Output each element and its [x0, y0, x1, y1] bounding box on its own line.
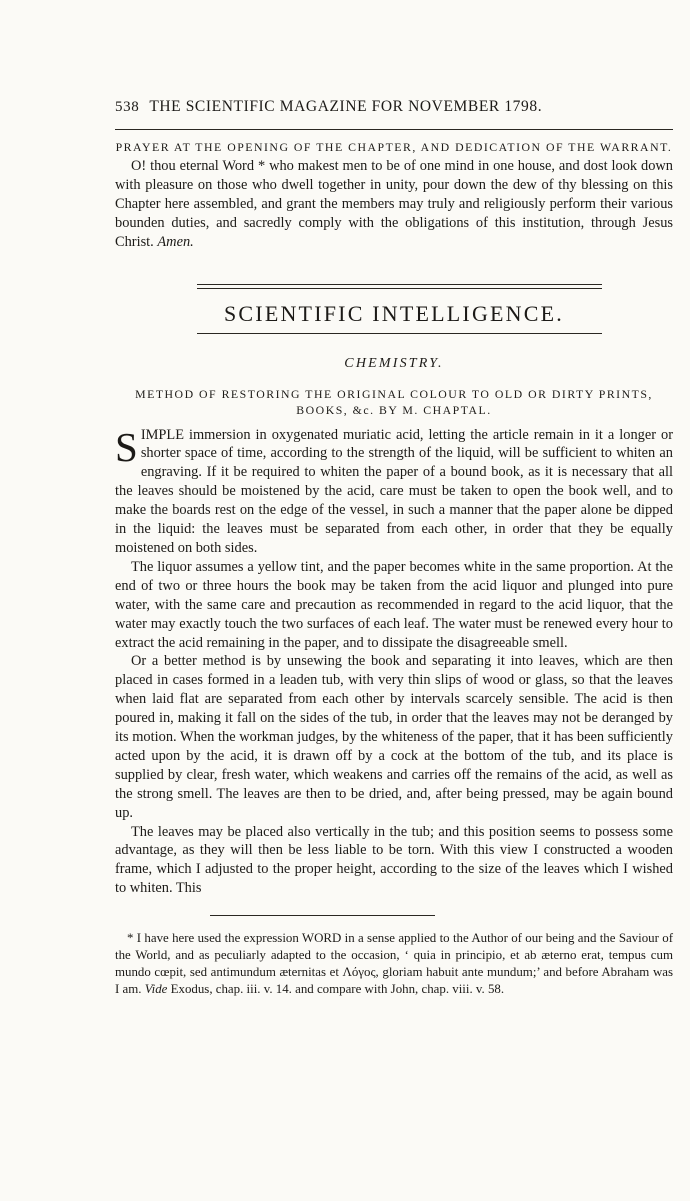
article-heading: METHOD OF RESTORING THE ORIGINAL COLOUR TO OLD OR DIRTY PRINTS, BOOKS, &c. BY M. CHAPTAL.: [135, 386, 653, 417]
page-number: 538: [115, 99, 140, 115]
footnote-text-1: * I have here used the expression WORD in a sense applied to the Author of our being and the Saviour of the World, and as peculiarly adapted to the occasion, ‘ quia in principio, et ab æterno erat, tempus cum mundo cœpit, sed antimundum æternitas et Λόγος, gloriam habuit ante mundum;’ and before Abraham was I am.: [115, 931, 673, 997]
footnote-text-2: Exodus, chap. iii. v. 14. and compare with John, chap. viii. v. 58.: [170, 982, 505, 997]
article-paragraph-4: The leaves may be placed also vertically in the tub; and this position seems to possess some advantage, as they will then be less liable to be torn. With this view I constructed a wooden frame, which I adjusted to the proper height, according to the size of the leaves which I wished to whiten. This: [115, 823, 673, 897]
header-rule: [115, 129, 673, 130]
section-title: SCIENTIFIC INTELLIGENCE.: [224, 300, 564, 326]
drop-cap: S: [115, 423, 138, 470]
prayer-text: [115, 157, 673, 252]
book-page: [115, 98, 673, 998]
section-rule: [197, 333, 602, 334]
article-paragraph-3: Or a better method is by unsewing the book and separating it into leaves, which are then placed in cases formed in a leaden tub, with very thin slips of wood or glass, so that the leaves when laid flat are separated from each other by intervals scarcely sensible. The acid is then poured in, making it fall on the sides of the tub, in order that the leaves may not be deranged by its motion. When the workman judges, by the whiteness of the paper, that it has been sufficiently acted upon by the acid, it is drawn off by a cock at the bottom of the tub, and its place is supplied by clear, fresh water, which weakens and carries off the remains of the acid, as well as the strong smell. The leaves are then to be dried, and, after being pressed, may be again bound up.: [115, 653, 673, 821]
prayer-body: O! thou eternal Word * who makest men to be of one mind in one house, and dost look down with pleasure on those who dwell together in unity, pour down the dew of thy blessing on this Chapter here assembled, and grant the members may truly and religiously perform their various bounden duties, and sacredly comply with the obligations of this institution, through Jesus Christ.: [115, 158, 673, 250]
prayer-amen: Amen.: [157, 233, 194, 250]
section-subtitle: CHEMISTRY.: [344, 355, 444, 371]
article-paragraph-1: [115, 423, 673, 558]
prayer-heading: PRAYER AT THE OPENING OF THE CHAPTER, AND DEDICATION OF THE WARRANT.: [115, 140, 673, 154]
section-double-rule: [197, 284, 602, 289]
running-title: THE SCIENTIFIC MAGAZINE FOR NOVEMBER 1798.: [149, 98, 543, 115]
footnote-rule: [210, 915, 435, 916]
running-head: [115, 98, 673, 122]
footnote-vide: Vide: [144, 982, 168, 997]
footnote: [115, 930, 673, 998]
article-paragraph-1-text: IMPLE immersion in oxygenated muriatic acid, letting the article remain in it a longer or shorter space of time, according to the strength of the liquid, will be sufficient to whiten an engraving. If it be required to whiten the paper of a bound book, as it is necessary that all the leaves should be moistened by the acid, care must be taken to open the book well, and to make the boards rest on the edge of the vessel, in such a manner that the paper alone be dipped in the liquid: the leaves must be separated from each other, in order that they be equally moistened on both sides.: [115, 426, 673, 556]
article-paragraph-2: The liquor assumes a yellow tint, and the paper becomes white in the same proportion. At the end of two or three hours the book may be taken from the acid liquor and plunged into pure water, with the same care and precaution as recommended in regard to the acid liquor, that the water may exactly touch the two surfaces of each leaf. The water must be renewed every hour to extract the acid remaining in the paper, and to dissipate the disagreeable smell.: [115, 558, 673, 651]
